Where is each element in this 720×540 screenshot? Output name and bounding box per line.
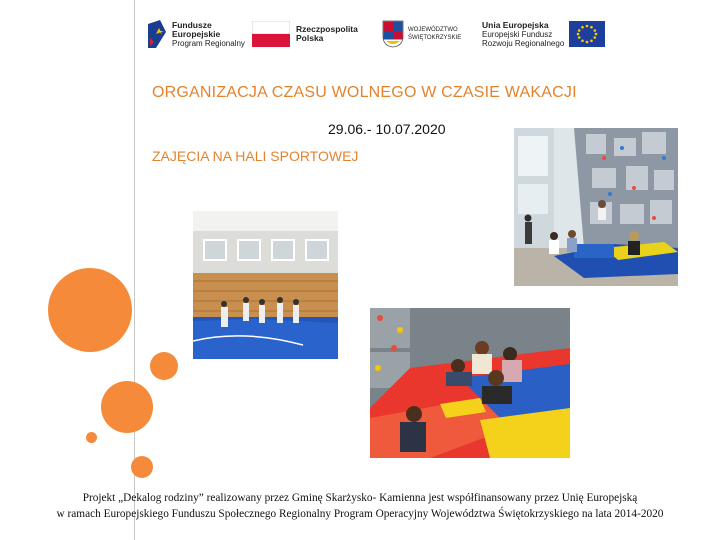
photo-climbing-wall [514, 128, 678, 286]
logo-fe-line3: Program Regionalny [172, 38, 245, 48]
photo-sports-hall [193, 211, 338, 359]
decor-circle-small-2 [131, 456, 153, 478]
logo-fundusze-europejskie [146, 14, 245, 54]
eu-flag-icon [569, 21, 605, 47]
section-subtitle: ZAJĘCIA NA HALI SPORTOWEJ [152, 148, 359, 164]
logo-ue-line2: Europejski Fundusz [482, 29, 553, 39]
footer-funding-note [0, 490, 720, 522]
decor-circle-small [86, 432, 97, 443]
eu-funds-star-icon [146, 18, 168, 50]
logo-woj-line1: WOJEWÓDZTWO [408, 27, 458, 33]
sports-hall-illustration [193, 211, 338, 359]
footer-line-2: w ramach Europejskiego Funduszu Społecznego Regionalny Program Operacyjny Województwa Świętokrzyskiego na lata 2014-2020 [56, 508, 664, 520]
photo-gym-mats [370, 308, 570, 458]
logo-unia-europejska [482, 14, 605, 54]
page-title: ORGANIZACJA CZASU WOLNEGO W CZASIE WAKACJI [152, 84, 577, 101]
logo-rzeczpospolita-polska [252, 14, 358, 54]
logo-fe-line1: Fundusze [172, 19, 212, 30]
decor-circle-medium [150, 352, 178, 380]
polish-flag-icon [252, 21, 290, 47]
decor-circle-large [48, 268, 132, 352]
logo-rp-line1: Rzeczpospolita [296, 24, 358, 34]
logo-fe-line2: Europejskie [172, 28, 221, 39]
logo-ue-line3: Rozwoju Regionalnego [482, 38, 565, 48]
logo-ue-line1: Unia Europejska [482, 19, 549, 30]
climbing-wall-illustration [514, 128, 678, 286]
footer-line-1: Projekt „Dekalog rodziny” realizowany przez Gminę Skarżysko- Kamienna jest współfinansowany przez Unię Europejską [82, 492, 638, 504]
logo-woj-line2: ŚWIĘTOKRZYSKIE [408, 35, 462, 41]
logo-rp-line2: Polska [296, 33, 324, 43]
logo-wojewodztwo-swietokrzyskie [382, 14, 461, 54]
decor-circle-medium-2 [101, 381, 153, 433]
gym-mats-illustration [370, 308, 570, 458]
date-range: 29.06.- 10.07.2020 [328, 121, 446, 137]
coat-of-arms-icon [382, 20, 404, 48]
